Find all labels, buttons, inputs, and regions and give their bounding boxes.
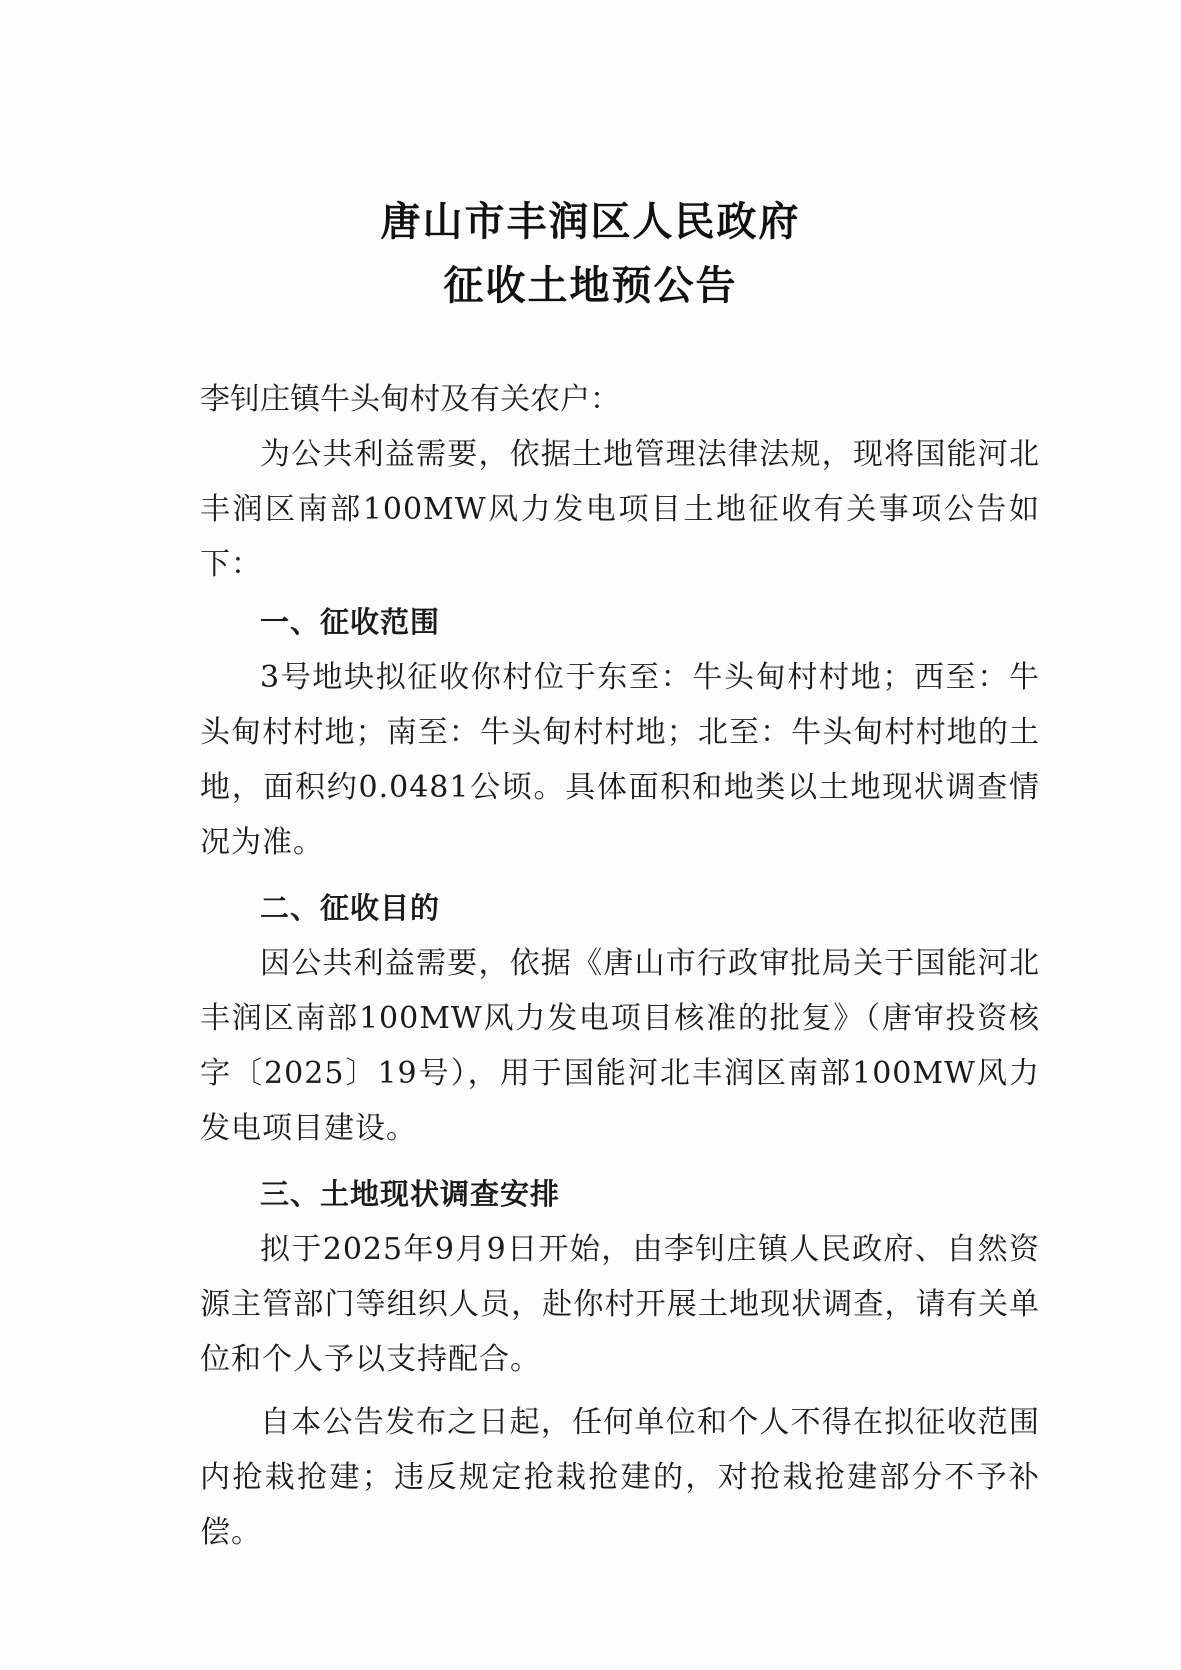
intro-paragraph: 为公共利益需要，依据土地管理法律法规，现将国能河北丰润区南部100MW风力发电项目土地征收有关事项公告如下：: [200, 437, 1040, 582]
section-text-scope: 3号地块拟征收你村位于东至：牛头甸村村地；西至：牛头甸村村地；南至：牛头甸村村地；北至：牛头甸村村地的土地，面积约0.0481公顷。具体面积和地类以土地现状调查情况为准。: [200, 660, 1040, 860]
section-heading-scope: 一、征收范围: [260, 605, 441, 639]
section-heading-purpose: 二、征收目的: [260, 891, 441, 925]
document-title: [0, 190, 1181, 318]
title-line-1: 唐山市丰润区人民政府: [380, 198, 801, 245]
section-text-survey: 拟于2025年9月9日开始，由李钊庄镇人民政府、自然资源主管部门等组织人员，赴你村开展土地现状调查，请有关单位和个人予以支持配合。: [200, 1232, 1040, 1377]
salutation: 李钊庄镇牛头甸村及有关农户：: [200, 382, 620, 417]
closing-paragraph: 自本公告发布之日起，任何单位和个人不得在拟征收范围内抢栽抢建；违反规定抢栽抢建的，对抢栽抢建部分不予补偿。: [200, 1405, 1040, 1550]
document-body: [200, 372, 1040, 1560]
section-heading-survey: 三、土地现状调查安排: [260, 1177, 561, 1211]
title-line-2: 征收土地预公告: [443, 262, 738, 309]
section-text-purpose: 因公共利益需要，依据《唐山市行政审批局关于国能河北丰润区南部100MW风力发电项目核准的批复》（唐审投资核字〔2025〕19号），用于国能河北丰润区南部100MW风力发电项目建设。: [200, 946, 1040, 1146]
